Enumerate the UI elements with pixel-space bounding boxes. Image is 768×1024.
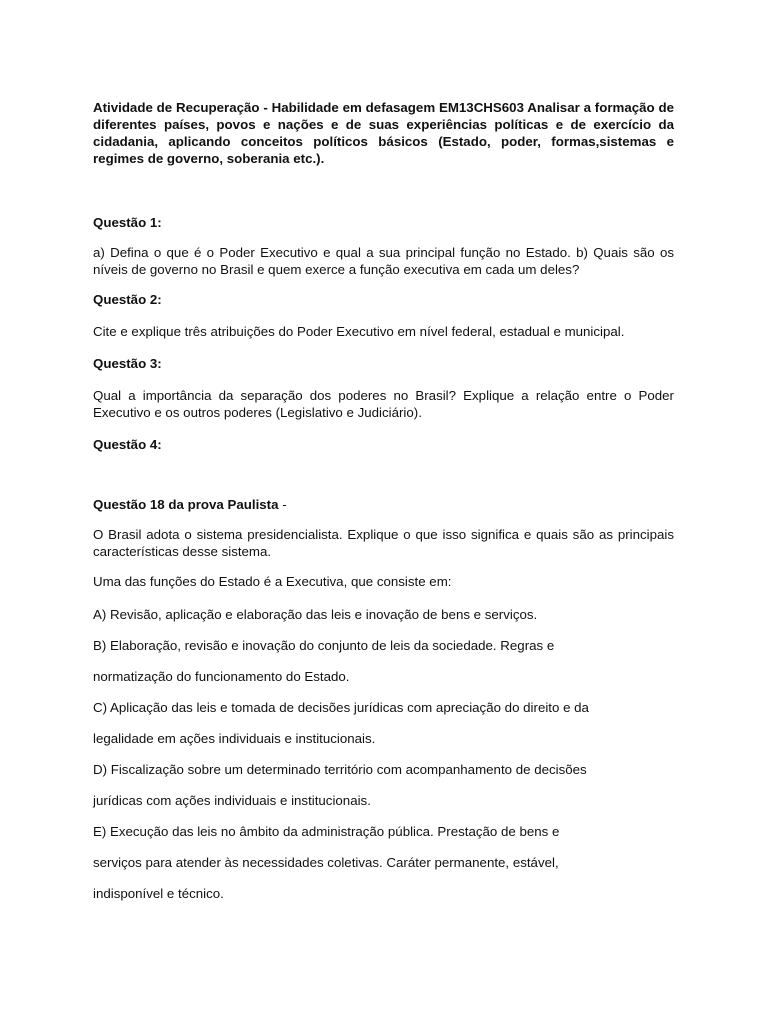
question-4-title: Questão 4: [93, 437, 162, 452]
question-18-intro: O Brasil adota o sistema presidencialista. Explique o que isso significa e quais são as principais características desse sistema. [93, 527, 674, 559]
question-18-stem: Uma das funções do Estado é a Executiva, que consiste em: [93, 574, 452, 589]
activity-header: Atividade de Recuperação - Habilidade em defasagem EM13CHS603 Analisar a formação de diferentes países, povos e nações e de suas experiências políticas e de exercício da cidadania, aplicando conceitos políticos básicos (Estado, poder, formas,sistemas e regimes de governo, soberania etc.). [93, 100, 674, 166]
document-page [93, 99, 674, 916]
option-d-line-2: jurídicas com ações individuais e institucionais. [93, 793, 371, 808]
question-18-dash: - [278, 497, 287, 512]
option-a: A) Revisão, aplicação e elaboração das leis e inovação de bens e serviços. [93, 607, 538, 622]
question-2-title: Questão 2: [93, 292, 162, 307]
option-b-line-2: normatização do funcionamento do Estado. [93, 669, 350, 684]
question-3-title: Questão 3: [93, 356, 162, 371]
option-c-line-2: legalidade em ações individuais e institucionais. [93, 731, 376, 746]
option-e-line-2: serviços para atender às necessidades coletivas. Caráter permanente, estável, [93, 855, 559, 870]
option-b-line-1: B) Elaboração, revisão e inovação do conjunto de leis da sociedade. Regras e [93, 638, 555, 653]
question-3-body: Qual a importância da separação dos poderes no Brasil? Explique a relação entre o Poder Executivo e os outros poderes (Legislativo e Judiciário). [93, 388, 674, 420]
option-e-line-1: E) Execução das leis no âmbito da administração pública. Prestação de bens e [93, 824, 560, 839]
question-1-title: Questão 1: [93, 215, 162, 230]
question-2-body: Cite e explique três atribuições do Poder Executivo em nível federal, estadual e municipal. [93, 324, 625, 339]
question-1-body: a) Defina o que é o Poder Executivo e qual a sua principal função no Estado. b) Quais são os níveis de governo no Brasil e quem exerce a função executiva em cada um deles? [93, 245, 674, 277]
option-d-line-1: D) Fiscalização sobre um determinado território com acompanhamento de decisões [93, 762, 587, 777]
question-18-heading [93, 496, 674, 513]
question-18-title: Questão 18 da prova Paulista [93, 497, 279, 512]
option-c-line-1: C) Aplicação das leis e tomada de decisões jurídicas com apreciação do direito e da [93, 700, 589, 715]
option-e-line-3: indisponível e técnico. [93, 886, 224, 901]
